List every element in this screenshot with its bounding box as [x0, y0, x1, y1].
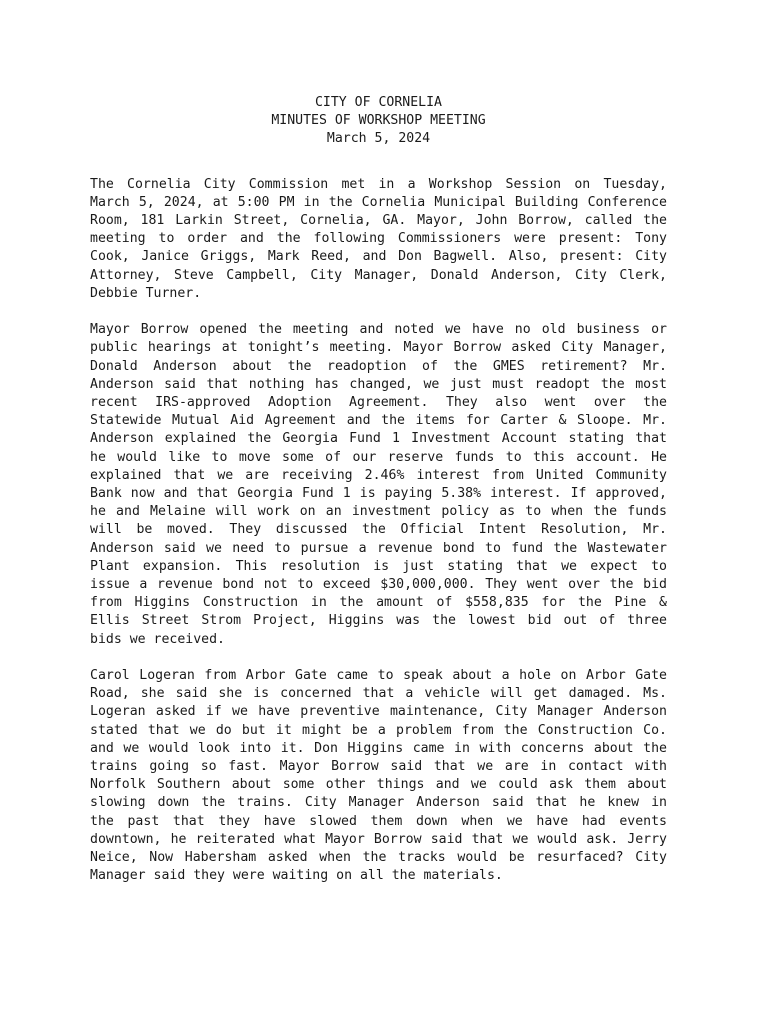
text-line: will be moved. They discussed the Official Intent Resolution, Mr.: [90, 522, 667, 538]
text-line: Anderson explained the Georgia Fund 1 Investment Account stating that: [90, 431, 667, 447]
text-line: Cook, Janice Griggs, Mark Reed, and Don Bagwell. Also, present: City: [90, 249, 667, 265]
text-line: Attorney, Steve Campbell, City Manager, Donald Anderson, City Clerk,: [90, 267, 667, 283]
text-line: issue a revenue bond not to exceed $30,000,000. They went over the bid: [90, 577, 667, 593]
text-line: recent IRS-approved Adoption Agreement. They also went over the: [90, 395, 667, 411]
text-line: Ellis Street Strom Project, Higgins was the lowest bid out of three: [90, 613, 667, 629]
paragraph-2: [90, 321, 667, 649]
paragraph-3: [90, 667, 667, 885]
text-line: downtown, he reiterated what Mayor Borrow said that we would ask. Jerry: [90, 831, 667, 847]
text-line: Logeran asked if we have preventive maintenance, City Manager Anderson: [90, 704, 667, 720]
document-title: MINUTES OF WORKSHOP MEETING: [271, 113, 486, 129]
text-line: bids we received.: [90, 631, 225, 647]
document-header: [90, 94, 667, 149]
text-line: public hearings at tonight’s meeting. Mayor Borrow asked City Manager,: [90, 340, 667, 356]
city-name: CITY OF CORNELIA: [314, 95, 443, 110]
document-body: [90, 176, 667, 886]
text-line: Plant expansion. This resolution is just stating that we expect to: [90, 558, 667, 574]
text-line: March 5, 2024, at 5:00 PM in the Cornelia Municipal Building Conference: [90, 194, 667, 210]
text-line: from Higgins Construction in the amount of $558,835 for the Pine &: [90, 595, 667, 611]
text-line: Anderson said we need to pursue a revenue bond to fund the Wastewater: [90, 540, 667, 556]
text-line: trains going so fast. Mayor Borrow said that we are in contact with: [90, 759, 667, 775]
text-line: Room, 181 Larkin Street, Cornelia, GA. Mayor, John Borrow, called the: [90, 213, 667, 229]
paragraph-1: [90, 176, 667, 303]
text-line: Bank now and that Georgia Fund 1 is paying 5.38% interest. If approved,: [90, 486, 667, 502]
text-line: Donald Anderson about the readoption of the GMES retirement? Mr.: [90, 358, 667, 374]
text-line: Anderson said that nothing has changed, we just must readopt the most: [90, 376, 667, 392]
text-line: Norfolk Southern about some other things and we could ask them about: [90, 777, 667, 793]
text-line: Debbie Turner.: [90, 285, 202, 301]
text-line: the past that they have slowed them down when we have had events: [90, 813, 667, 829]
text-line: and we would look into it. Don Higgins came in with concerns about the: [90, 740, 667, 756]
text-line: Manager said they were waiting on all the materials.: [90, 868, 503, 884]
text-line: he would like to move some of our reserve funds to this account. He: [90, 449, 667, 465]
text-line: Road, she said she is concerned that a vehicle will get damaged. Ms.: [90, 686, 667, 702]
text-line: stated that we do but it might be a problem from the Construction Co.: [90, 722, 667, 738]
text-line: slowing down the trains. City Manager Anderson said that he knew in: [90, 795, 667, 811]
text-line: he and Melaine will work on an investment policy as to when the funds: [90, 504, 667, 520]
text-line: meeting to order and the following Commissioners were present: Tony: [90, 231, 667, 247]
meeting-date: March 5, 2024: [326, 131, 431, 147]
text-line: Mayor Borrow opened the meeting and noted we have no old business or: [90, 322, 667, 338]
document-page: [90, 94, 667, 904]
text-line: Statewide Mutual Aid Agreement and the items for Carter & Sloope. Mr.: [90, 413, 667, 429]
text-line: explained that we are receiving 2.46% interest from United Community: [90, 467, 667, 483]
text-line: Neice, Now Habersham asked when the tracks would be resurfaced? City: [90, 850, 667, 866]
text-line: Carol Logeran from Arbor Gate came to speak about a hole on Arbor Gate: [90, 668, 667, 684]
text-line: The Cornelia City Commission met in a Workshop Session on Tuesday,: [90, 176, 667, 192]
